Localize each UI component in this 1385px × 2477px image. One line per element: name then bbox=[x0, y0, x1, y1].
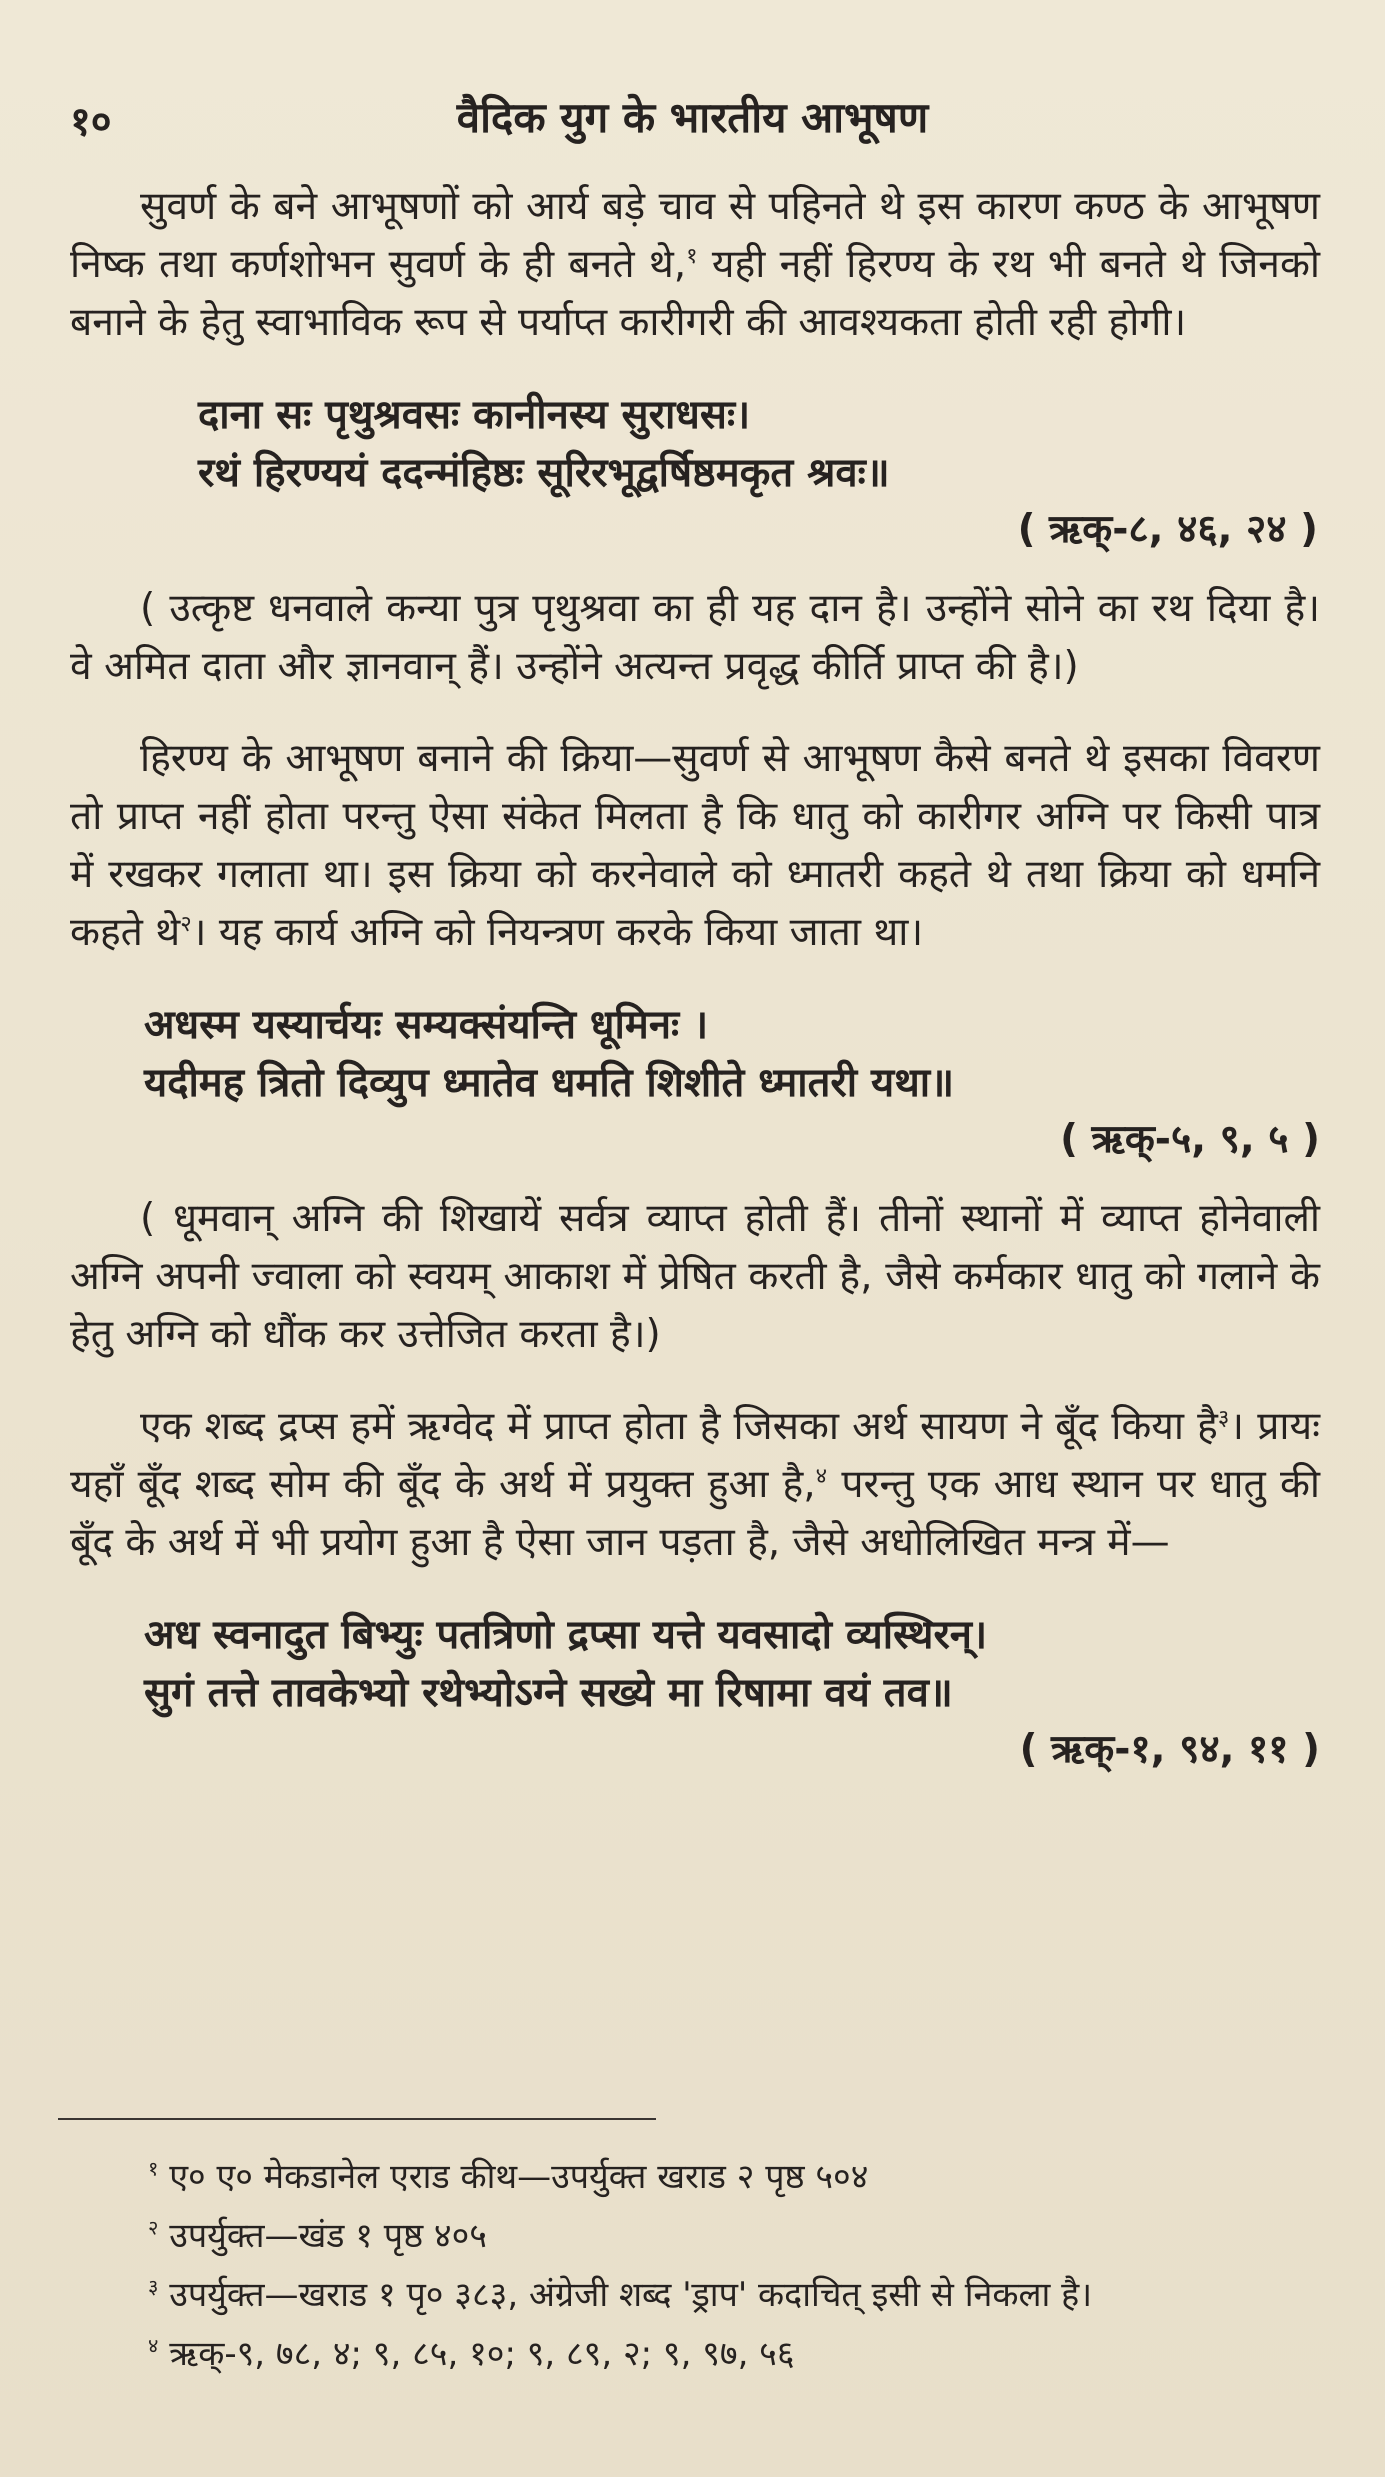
paragraph-5-text-end: परन्तु एक आध स्थान पर धातु की बूँद के अर्थ में भी प्रयोग हुआ है ऐसा जान पड़ता है, जैसे अधोलिखित मन्त्र में— bbox=[70, 1462, 1320, 1565]
paragraph-3 bbox=[70, 730, 1320, 962]
footnote-1-text: ए० ए० मेकडानेल एराड कीथ—उपर्युक्त खराड २ पृष्ठ ५०४ bbox=[158, 2157, 869, 2197]
paragraph-4: ( धूमवान् अग्नि की शिखायें सर्वत्र व्याप्त होती हैं। तीनों स्थानों में व्याप्त होनेवाली अग्नि अपनी ज्वाला को स्वयम् आकाश में प्रेषित करती है, जैसे कर्मकार धातु को गलाने के हेतु अग्नि को धौंक कर उत्तेजित करता है।) bbox=[70, 1196, 1320, 1357]
paragraph-1-text-cont: यही नहीं हिरण्य के रथ भी बनते थे जिनको बनाने के हेतु स्वाभाविक रूप से पर्याप्त कारीगरी की आवश्यकता होती रही होगी। bbox=[70, 242, 1320, 345]
paragraph-1-text: सुवर्ण के बने आभूषणों को आर्य बड़े चाव से पहिनते थे इस कारण कण्ठ के आभूषण निष्क तथा कर्णशोभन सुवर्ण के ही बनते थे, bbox=[70, 184, 1320, 287]
footnote-4-text: ऋक्-९, ७८, ४; ९, ८५, १०; ९, ८९, २; ९, ९७, ५६ bbox=[158, 2334, 795, 2374]
verse-3 bbox=[144, 1606, 1320, 1778]
verse-3-line-1: अध स्वनादुत बिभ्युः पतत्रिणो द्रप्सा यत्ते यवसादो व्यस्थिरन्। bbox=[144, 1612, 988, 1658]
verse-1 bbox=[198, 386, 1318, 558]
running-title: वैदिक युग के भारतीय आभूषण bbox=[456, 93, 929, 142]
paragraph-1 bbox=[70, 178, 1320, 352]
verse-2-reference: ( ऋक्-५, ९, ५ ) bbox=[1060, 1117, 1320, 1162]
page-header bbox=[0, 82, 1385, 152]
footnote-2 bbox=[148, 2207, 1338, 2266]
footnote-1-mark: १ bbox=[148, 2156, 159, 2181]
paragraph-2: ( उत्कृष्ट धनवाले कन्या पुत्र पृथुश्रवा का ही यह दान है। उन्होंने सोने का रथ दिया है। वे अमित दाता और ज्ञानवान् हैं। उन्होंने अत्यन्त प्रवृद्ध कीर्ति प्राप्त की है।) bbox=[70, 586, 1320, 689]
footnote-divider bbox=[58, 2118, 656, 2120]
paragraph-5-text: एक शब्द द्रप्स हमें ऋग्वेद में प्राप्त होता है जिसका अर्थ सायण ने बूँद किया है bbox=[140, 1404, 1218, 1449]
verse-2 bbox=[144, 996, 1320, 1168]
paragraph-5-text-cont: । प्रायः यहाँ बूँद शब्द सोम की बूँद के अर्थ में प्रयुक्त हुआ है, bbox=[70, 1404, 1320, 1507]
page-number: १० bbox=[70, 99, 112, 145]
verse-2-line-1: अधस्म यस्यार्चयः सम्यक्संयन्ति धूमिनः । bbox=[144, 1002, 709, 1048]
verse-3-line-2: सुगं तत्ते तावकेभ्यो रथेभ्योऽग्ने सख्ये मा रिषामा वयं तव॥ bbox=[144, 1670, 953, 1716]
footnote-4-mark: ४ bbox=[148, 2333, 159, 2358]
paragraph-3-text-cont: । यह कार्य अग्नि को नियन्त्रण करके किया जाता था। bbox=[191, 910, 924, 955]
footnote-4 bbox=[148, 2325, 1338, 2384]
footnote-2-text: उपर्युक्त—खंड १ पृष्ठ ४०५ bbox=[158, 2216, 487, 2256]
page-body bbox=[70, 178, 1320, 1778]
verse-3-reference: ( ऋक्-१, ९४, ११ ) bbox=[1019, 1727, 1320, 1772]
verse-1-reference: ( ऋक्-८, ४६, २४ ) bbox=[1017, 507, 1318, 552]
paragraph-3-text: हिरण्य के आभूषण बनाने की क्रिया—सुवर्ण से आभूषण कैसे बनते थे इसका विवरण तो प्राप्त नहीं होता परन्तु ऐसा संकेत मिलता है कि धातु को कारीगर अग्नि पर किसी पात्र में रखकर गलाता था। इस क्रिया को करनेवाले को ध्मातरी कहते थे तथा क्रिया को धमनि कहते थे bbox=[70, 736, 1320, 955]
footnote-ref-3: ३ bbox=[1217, 1406, 1230, 1431]
verse-1-line-1: दाना सः पृथुश्रवसः कानीनस्य सुराधसः। bbox=[198, 392, 751, 438]
footnote-ref-4: ४ bbox=[815, 1464, 828, 1489]
verse-1-line-2: रथं हिरण्ययं ददन्मंहिष्ठः सूरिरभूद्वर्षिष्ठमकृत श्रवः॥ bbox=[198, 450, 890, 496]
footnote-3-text: उपर्युक्त—खराड १ पृ० ३८३, अंग्रेजी शब्द 'ड्राप' कदाचित् इसी से निकला है। bbox=[158, 2275, 1093, 2315]
footnote-3 bbox=[148, 2266, 1338, 2325]
footnote-ref-2: २ bbox=[180, 912, 192, 937]
footnote-ref-1: १ bbox=[686, 244, 698, 269]
footnote-2-mark: २ bbox=[148, 2215, 159, 2240]
footnote-1 bbox=[148, 2148, 1338, 2207]
verse-2-line-2: यदीमह त्रितो दिव्युप ध्मातेव धमति शिशीते ध्मातरी यथा॥ bbox=[144, 1060, 955, 1106]
paragraph-5 bbox=[70, 1398, 1320, 1572]
footnote-3-mark: ३ bbox=[148, 2274, 159, 2299]
footnotes bbox=[148, 2148, 1338, 2384]
